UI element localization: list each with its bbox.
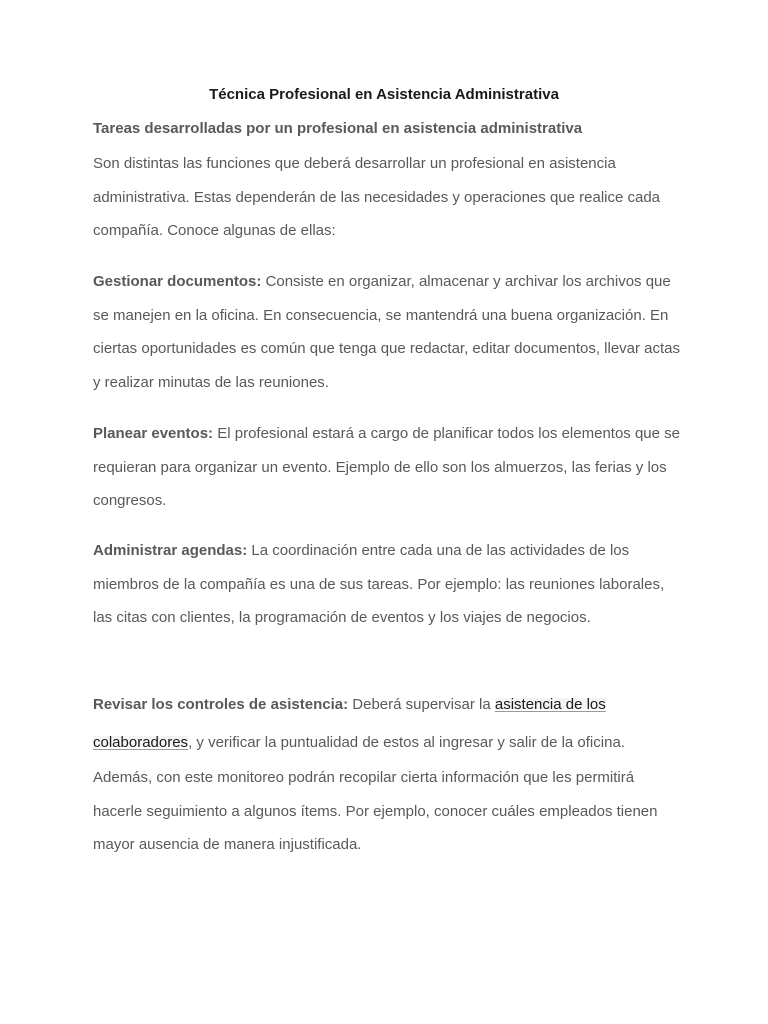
task-text-agendas: La coordinación entre cada una de las actividades de los miembros de la compañía es una de sus tareas. Por ejemplo: las reuniones laborales, las citas con clientes, la programación de eventos y los viajes de negocios. bbox=[93, 542, 665, 627]
task-lead-attendance: Revisar los controles de asistencia: bbox=[93, 696, 349, 713]
task-text-attendance-after: , y verificar la puntualidad de estos al ingresar y salir de la oficina. bbox=[188, 734, 625, 751]
task-text-events: El profesional estará a cargo de planificar todos los elementos que se requieran para organizar un evento. Ejemplo de ello son los almuerzos, las ferias y los congresos. bbox=[93, 425, 681, 510]
task-paragraph-agendas bbox=[93, 534, 683, 635]
intro-paragraph: Son distintas las funciones que deberá desarrollar un profesional en asistencia administrativa. Estas dependerán de las necesidades y operaciones que realice cada compañía. Conoce algunas de ellas: bbox=[93, 155, 661, 240]
task-lead-events: Planear eventos: bbox=[93, 425, 214, 442]
task-text-documents: Consiste en organizar, almacenar y archivar los archivos que se manejen en la oficina. En consecuencia, se mantendrá una buena organización. En ciertas oportunidades es común que tenga que redactar, editar documentos, llevar actas y realizar minutas de las reuniones. bbox=[93, 273, 681, 392]
closing-paragraph: Además, con este monitoreo podrán recopilar cierta información que les permitirá hacerle seguimiento a algunos ítems. Por ejemplo, conocer cuáles empleados tienen mayor ausencia de manera injustificada. bbox=[93, 769, 658, 854]
task-lead-documents: Gestionar documentos: bbox=[93, 273, 262, 290]
task-text-attendance-before: Deberá supervisar la bbox=[348, 696, 495, 713]
task-lead-agendas: Administrar agendas: bbox=[93, 542, 248, 559]
task-paragraph-events bbox=[93, 417, 683, 518]
section-heading: Tareas desarrolladas por un profesional en asistencia administrativa bbox=[93, 120, 583, 137]
attendance-link[interactable]: asistencia de los colaboradores bbox=[93, 696, 606, 751]
task-paragraph-attendance bbox=[93, 686, 683, 762]
document-title: Técnica Profesional en Asistencia Administrativa bbox=[209, 86, 559, 103]
task-paragraph-documents bbox=[93, 265, 683, 400]
